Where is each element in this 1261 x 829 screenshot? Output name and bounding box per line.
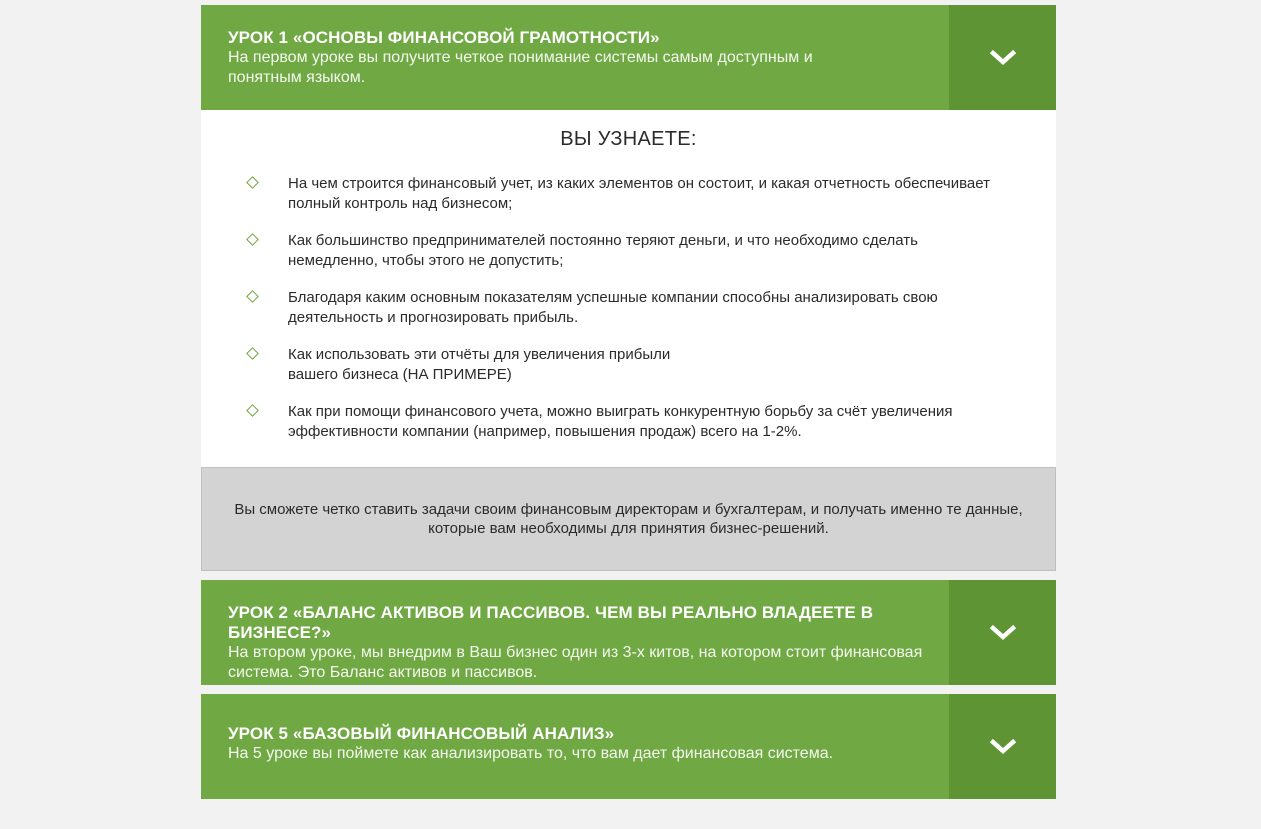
learn-points-list — [201, 174, 1056, 441]
lesson-1-text — [201, 5, 949, 110]
lesson-1-title: УРОК 1 «ОСНОВЫ ФИНАНСОВОЙ ГРАМОТНОСТИ» — [228, 28, 660, 47]
lesson-5-text — [201, 694, 949, 799]
list-item — [201, 345, 1056, 384]
chevron-down-icon — [990, 738, 1016, 756]
lesson-2-description: На втором уроке, мы внедрим в Ваш бизнес один из 3-х китов, на котором стоит финансовая система. Это Баланс активов и пассивов. — [228, 644, 923, 681]
list-item — [201, 231, 1056, 270]
lesson-2-toggle-button[interactable] — [949, 580, 1056, 685]
diamond-bullet-icon — [247, 177, 258, 188]
list-item-text: На чем строится финансовый учет, из каких элементов он состоит, и какая отчетность обеспечивает полный контроль над бизнесом; — [288, 175, 990, 212]
list-item-text: Благодаря каким основным показателям успешные компании способны анализировать свою деятельность и прогнозировать прибыль. — [288, 289, 938, 326]
list-item — [201, 174, 1056, 213]
lesson-2-header[interactable] — [201, 580, 1056, 685]
lesson-1-description: На первом уроке вы получите четкое понимание системы самым доступным и понятным языком. — [228, 49, 813, 86]
lesson-5-header[interactable] — [201, 694, 1056, 799]
lesson-5-toggle-button[interactable] — [949, 694, 1056, 799]
list-item — [201, 288, 1056, 327]
lesson-2-text — [201, 580, 949, 685]
result-note-text: Вы сможете четко ставить задачи своим финансовым директорам и бухгалтерам, и получать именно те данные, которые вам необходимы для принятия бизнес-решений. — [234, 500, 1023, 537]
diamond-bullet-icon — [247, 405, 258, 416]
lesson-2-title: УРОК 2 «БАЛАНС АКТИВОВ И ПАССИВОВ. ЧЕМ ВЫ РЕАЛЬНО ВЛАДЕЕТЕ В БИЗНЕСЕ?» — [228, 603, 874, 642]
lesson-1-toggle-button[interactable] — [949, 5, 1056, 110]
lesson-1-content — [201, 110, 1056, 467]
result-note — [201, 467, 1056, 571]
list-item-text: Как при помощи финансового учета, можно выиграть конкурентную борьбу за счёт увеличения эффективности компании (например, повышения продаж) всего на 1-2%. — [288, 403, 953, 440]
chevron-down-icon — [990, 49, 1016, 67]
list-item-text: Как большинство предпринимателей постоянно теряют деньги, и что необходимо сделать немедленно, чтобы этого не допустить; — [288, 232, 918, 269]
diamond-bullet-icon — [247, 348, 258, 359]
diamond-bullet-icon — [247, 291, 258, 302]
list-item — [201, 402, 1056, 441]
diamond-bullet-icon — [247, 234, 258, 245]
chevron-down-icon — [990, 624, 1016, 642]
you-will-learn-heading: ВЫ УЗНАЕТЕ: — [560, 128, 697, 150]
lessons-accordion — [201, 5, 1056, 799]
list-item-text: Как использовать эти отчёты для увеличения прибыли вашего бизнеса (НА ПРИМЕРЕ) — [288, 346, 671, 383]
lesson-5-description: На 5 уроке вы поймете как анализировать то, что вам дает финансовая система. — [228, 745, 834, 762]
lesson-5-title: УРОК 5 «БАЗОВЫЙ ФИНАНСОВЫЙ АНАЛИЗ» — [228, 724, 615, 743]
lesson-1-header[interactable] — [201, 5, 1056, 110]
